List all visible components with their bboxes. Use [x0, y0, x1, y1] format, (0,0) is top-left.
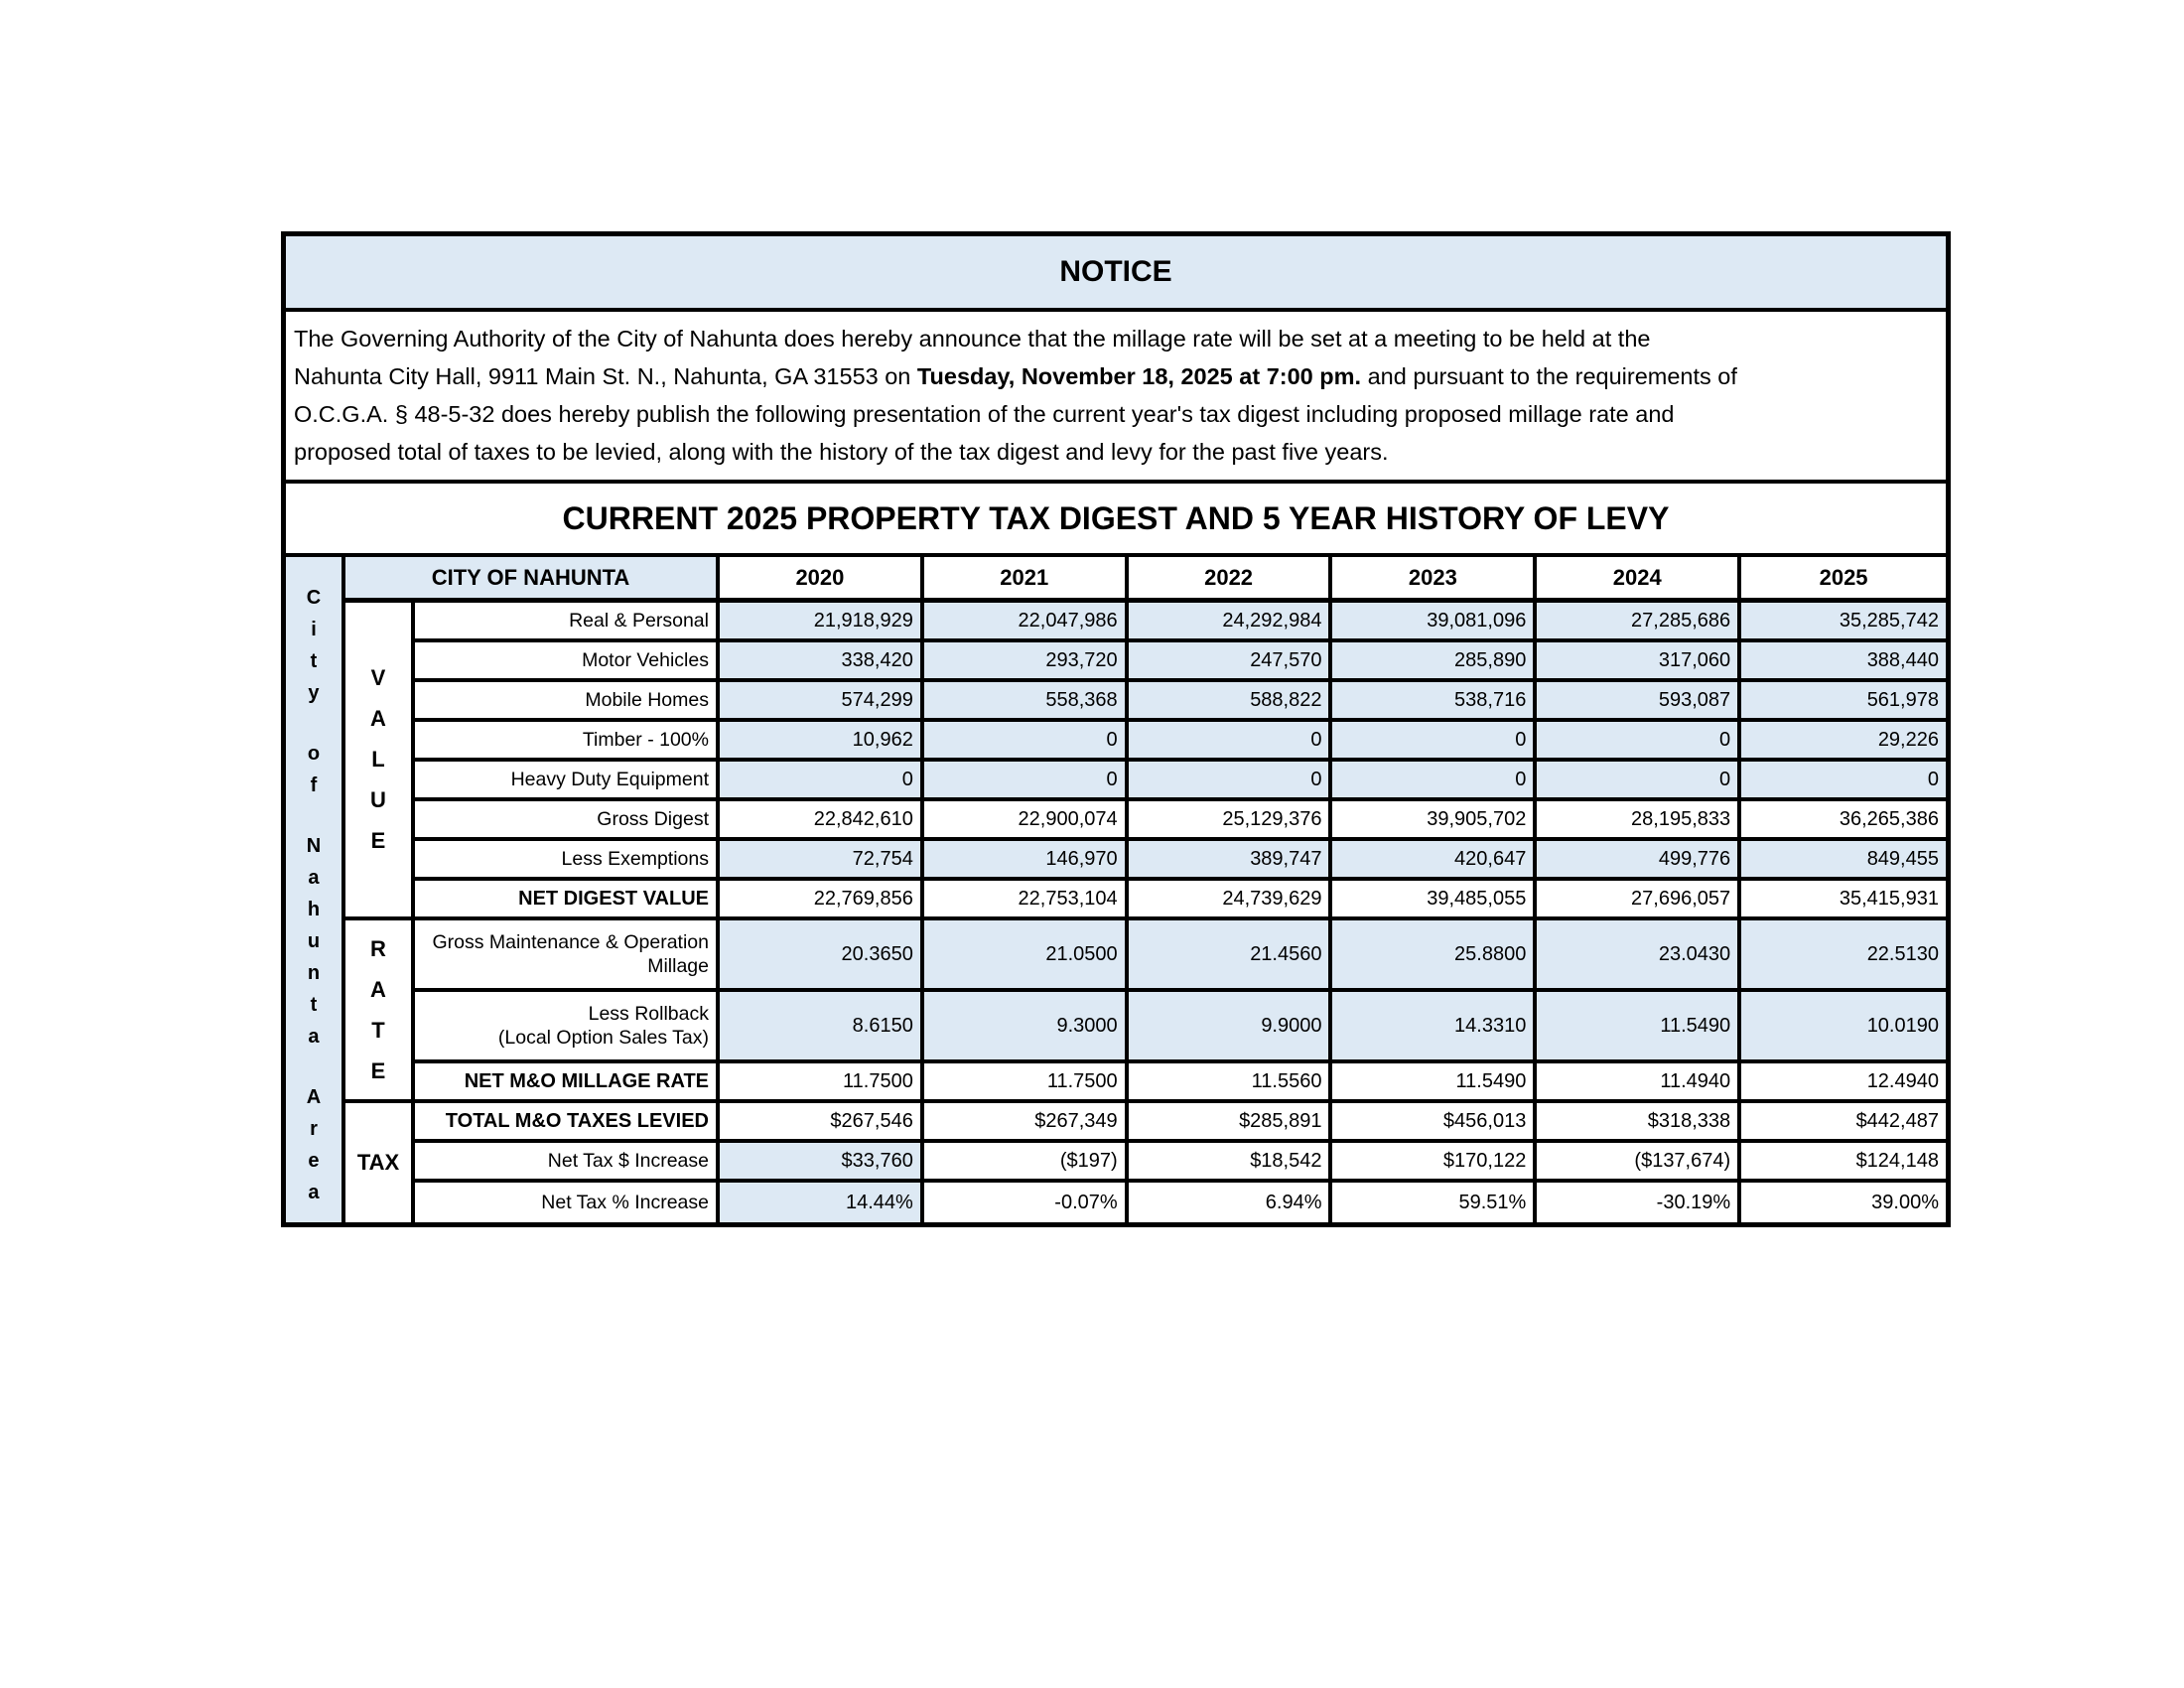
value-cell: ($137,674) [1537, 1143, 1741, 1183]
value-cell: $18,542 [1129, 1143, 1333, 1183]
value-cell: 0 [1741, 762, 1946, 801]
value-cell: 21,918,929 [720, 603, 924, 642]
digest-title: CURRENT 2025 PROPERTY TAX DIGEST AND 5 YEAR HISTORY OF LEVY [286, 484, 1946, 557]
value-cell: 849,455 [1741, 841, 1946, 881]
value-cell: 0 [1129, 722, 1333, 762]
group-letter: A [370, 976, 386, 1002]
value-cell: 24,739,629 [1129, 881, 1333, 920]
value-cell: 27,696,057 [1537, 881, 1741, 920]
group-letter: R [370, 935, 386, 961]
value-cell: 23.0430 [1537, 920, 1741, 992]
side-letter: t [310, 994, 318, 1016]
paragraph-text: O.C.G.A. § 48-5-32 does hereby publish the following presentation of the current year's tax digest including proposed millage rate and [294, 401, 1675, 427]
value-cell: 561,978 [1741, 682, 1946, 722]
value-cell: 538,716 [1332, 682, 1537, 722]
value-cell: 0 [1537, 762, 1741, 801]
row-label [415, 1183, 720, 1222]
row-label-line: NET M&O MILLAGE RATE [464, 1070, 709, 1092]
group-letter: E [370, 1057, 386, 1083]
group-letter: U [370, 787, 386, 812]
value-cell: 22,753,104 [924, 881, 1129, 920]
side-letter: A [306, 1086, 322, 1108]
value-cell: 25,129,376 [1129, 801, 1333, 841]
paragraph-text: and pursuant to the requirements of [1361, 363, 1737, 389]
value-cell: 558,368 [924, 682, 1129, 722]
notice-paragraph [286, 312, 1946, 484]
row-label-line: Real & Personal [569, 610, 709, 632]
side-letter: h [307, 899, 321, 920]
notice-paragraph-line [294, 433, 1936, 471]
notice-title: NOTICE [286, 236, 1946, 312]
notice-paragraph-line [294, 395, 1936, 433]
value-cell: 574,299 [720, 682, 924, 722]
row-label-line: Motor Vehicles [582, 649, 709, 671]
value-cell: $124,148 [1741, 1143, 1946, 1183]
side-letter: r [310, 1118, 318, 1140]
value-cell: 22,900,074 [924, 801, 1129, 841]
value-cell: 588,822 [1129, 682, 1333, 722]
side-letter: y [308, 682, 320, 704]
value-cell: 293,720 [924, 642, 1129, 682]
row-label-line: Net Tax % Increase [541, 1192, 709, 1213]
value-cell: 12.4940 [1741, 1063, 1946, 1103]
row-label-line: Less Rollback [588, 1003, 709, 1025]
value-cell: 9.3000 [924, 992, 1129, 1063]
row-label [415, 1063, 720, 1103]
year-header-2025: 2025 [1741, 557, 1946, 603]
value-cell: 39.00% [1741, 1183, 1946, 1222]
year-header-2021: 2021 [924, 557, 1129, 603]
value-cell: 21.0500 [924, 920, 1129, 992]
value-cell: 29,226 [1741, 722, 1946, 762]
side-letter: t [310, 650, 318, 672]
value-cell: 24,292,984 [1129, 603, 1333, 642]
value-cell: 388,440 [1741, 642, 1946, 682]
row-label [415, 603, 720, 642]
row-label [415, 762, 720, 801]
value-cell: 593,087 [1537, 682, 1741, 722]
value-cell: 0 [1129, 762, 1333, 801]
row-label-line: Less Exemptions [561, 848, 709, 870]
notice-document [281, 231, 1951, 1227]
value-cell: 420,647 [1332, 841, 1537, 881]
value-cell: 39,081,096 [1332, 603, 1537, 642]
value-cell: 25.8800 [1332, 920, 1537, 992]
side-letter: a [308, 867, 320, 889]
value-cell: 0 [924, 722, 1129, 762]
value-cell: 317,060 [1537, 642, 1741, 682]
row-label [415, 801, 720, 841]
value-cell: 389,747 [1129, 841, 1333, 881]
value-cell: 0 [1537, 722, 1741, 762]
notice-paragraph-line [294, 320, 1936, 357]
value-cell: ($197) [924, 1143, 1129, 1183]
year-header-2023: 2023 [1332, 557, 1537, 603]
row-label [415, 1103, 720, 1143]
value-cell: 0 [720, 762, 924, 801]
year-header-2022: 2022 [1129, 557, 1333, 603]
value-cell: 247,570 [1129, 642, 1333, 682]
side-letter: n [307, 962, 321, 984]
row-label-line: Mobile Homes [585, 689, 709, 711]
side-letter: u [307, 930, 321, 952]
row-label-line: TOTAL M&O TAXES LEVIED [445, 1110, 709, 1132]
value-cell: 285,890 [1332, 642, 1537, 682]
value-cell: 499,776 [1537, 841, 1741, 881]
value-cell: 0 [924, 762, 1129, 801]
side-letter: f [310, 774, 318, 796]
value-cell: 59.51% [1332, 1183, 1537, 1222]
value-cell: -30.19% [1537, 1183, 1741, 1222]
year-header-2020: 2020 [720, 557, 924, 603]
paragraph-text: proposed total of taxes to be levied, along with the history of the tax digest and levy for the past five years. [294, 439, 1389, 465]
group-letter: T [371, 1017, 385, 1043]
value-cell: 22,769,856 [720, 881, 924, 920]
row-label [415, 642, 720, 682]
row-label [415, 682, 720, 722]
value-cell: 0 [1332, 722, 1537, 762]
value-cell: 14.44% [720, 1183, 924, 1222]
side-letter: C [306, 587, 322, 609]
value-cell: 21.4560 [1129, 920, 1333, 992]
value-cell: 35,415,931 [1741, 881, 1946, 920]
value-cell: $267,546 [720, 1103, 924, 1143]
value-cell: 10.0190 [1741, 992, 1946, 1063]
value-cell: 72,754 [720, 841, 924, 881]
value-cell: $456,013 [1332, 1103, 1537, 1143]
value-cell: 6.94% [1129, 1183, 1333, 1222]
row-label [415, 992, 720, 1063]
paragraph-text: The Governing Authority of the City of Nahunta does hereby announce that the millage rate will be set at a meeting to be held at the [294, 326, 1651, 352]
group-letter: E [370, 828, 386, 853]
group-letter: A [370, 706, 386, 731]
row-label-line: Net Tax $ Increase [547, 1150, 709, 1172]
row-label-line: Heavy Duty Equipment [510, 769, 709, 790]
value-cell: -0.07% [924, 1183, 1129, 1222]
value-cell: 39,485,055 [1332, 881, 1537, 920]
value-cell: 35,285,742 [1741, 603, 1946, 642]
value-cell: 36,265,386 [1741, 801, 1946, 841]
notice-paragraph-line [294, 357, 1936, 395]
value-cell: $33,760 [720, 1143, 924, 1183]
value-cell: $170,122 [1332, 1143, 1537, 1183]
side-letter: o [307, 743, 321, 765]
side-letter: N [306, 835, 322, 857]
side-letter: i [311, 619, 317, 640]
row-label-line: Gross Maintenance & Operation [432, 931, 709, 953]
paragraph-text: Nahunta City Hall, 9911 Main St. N., Nahunta, GA 31553 on [294, 363, 917, 389]
value-cell: 11.5490 [1332, 1063, 1537, 1103]
row-label-line: Gross Digest [597, 808, 709, 830]
group-letter: V [370, 665, 386, 690]
row-label-line: Millage [647, 955, 709, 977]
group-label: TAX [356, 1150, 400, 1175]
value-cell: 28,195,833 [1537, 801, 1741, 841]
value-cell: 11.5490 [1537, 992, 1741, 1063]
side-label-city-of-nahunta-area [286, 557, 345, 1222]
side-word [308, 743, 320, 797]
value-cell: 11.7500 [720, 1063, 924, 1103]
side-letter: a [308, 1182, 320, 1203]
row-label [415, 881, 720, 920]
value-cell: 22,047,986 [924, 603, 1129, 642]
value-cell: 22,842,610 [720, 801, 924, 841]
row-label [415, 920, 720, 992]
value-cell: 11.4940 [1537, 1063, 1741, 1103]
value-cell: 338,420 [720, 642, 924, 682]
value-cell: 14.3310 [1332, 992, 1537, 1063]
row-label-line: (Local Option Sales Tax) [497, 1027, 709, 1049]
side-word [307, 835, 321, 1049]
value-cell: 22.5130 [1741, 920, 1946, 992]
group-value [345, 603, 415, 920]
year-header-2024: 2024 [1537, 557, 1741, 603]
value-cell: 11.5560 [1129, 1063, 1333, 1103]
row-label-line: Timber - 100% [582, 729, 709, 751]
group-tax [345, 1103, 415, 1222]
value-cell: 146,970 [924, 841, 1129, 881]
value-cell: 11.7500 [924, 1063, 1129, 1103]
side-word [307, 1086, 321, 1204]
value-cell: 8.6150 [720, 992, 924, 1063]
value-cell: 10,962 [720, 722, 924, 762]
value-cell: $442,487 [1741, 1103, 1946, 1143]
side-word [307, 587, 321, 705]
tax-table [286, 557, 1946, 1222]
value-cell: $318,338 [1537, 1103, 1741, 1143]
row-label [415, 841, 720, 881]
group-letter: L [371, 747, 385, 772]
side-letter: a [308, 1026, 320, 1048]
value-cell: 27,285,686 [1537, 603, 1741, 642]
value-cell: $285,891 [1129, 1103, 1333, 1143]
value-cell: 9.9000 [1129, 992, 1333, 1063]
row-label [415, 1143, 720, 1183]
row-label-line: NET DIGEST VALUE [518, 888, 709, 910]
row-label [415, 722, 720, 762]
value-cell: $267,349 [924, 1103, 1129, 1143]
value-cell: 20.3650 [720, 920, 924, 992]
meeting-datetime-text: Tuesday, November 18, 2025 at 7:00 pm. [916, 363, 1362, 389]
group-rate [345, 920, 415, 1103]
value-cell: 0 [1332, 762, 1537, 801]
entity-header-cell: CITY OF NAHUNTA [345, 557, 720, 603]
side-letter: e [308, 1150, 320, 1172]
value-cell: 39,905,702 [1332, 801, 1537, 841]
